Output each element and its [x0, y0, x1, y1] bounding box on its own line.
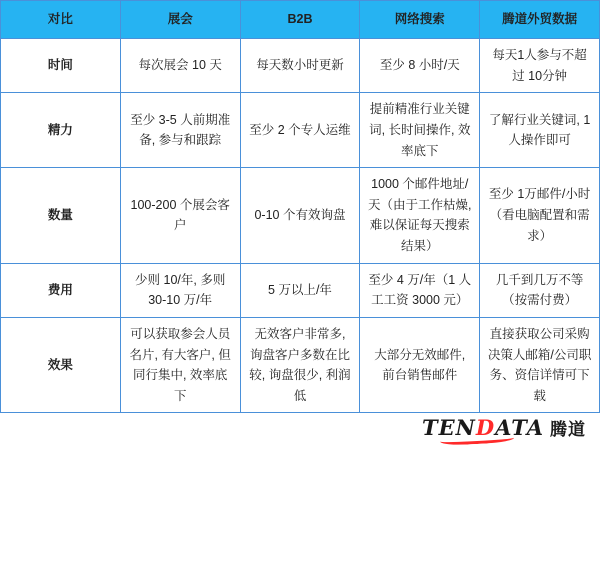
logo-area	[0, 413, 600, 453]
cell-quantity-websearch: 1000 个邮件地址/天（由于工作枯燥,难以保证每天搜索结果）	[360, 168, 480, 264]
cell-time-websearch: 至少 8 小时/天	[360, 39, 480, 93]
header-row	[1, 1, 600, 39]
cell-cost-exhibition: 少则 10/年, 多则 30-10 万/年	[120, 263, 240, 317]
row-label-time: 时间	[1, 39, 121, 93]
logo-text-part3: ATA	[495, 415, 544, 441]
logo-wordmark	[422, 415, 544, 440]
cell-cost-websearch: 至少 4 万/年（1 人工工资 3000 元）	[360, 263, 480, 317]
cell-cost-tendata: 几千到几万不等（按需付费）	[480, 263, 600, 317]
header-cell-exhibition: 展会	[120, 1, 240, 39]
cell-quantity-exhibition: 100-200 个展会客户	[120, 168, 240, 264]
table-row	[1, 39, 600, 93]
table-header	[1, 1, 600, 39]
row-label-effort: 精力	[1, 93, 121, 168]
header-cell-compare: 对比	[1, 1, 121, 39]
cell-effect-exhibition: 可以获取参会人员名片, 有大客户, 但同行集中, 效率底下	[120, 317, 240, 413]
header-cell-b2b: B2B	[240, 1, 360, 39]
cell-time-b2b: 每天数小时更新	[240, 39, 360, 93]
cell-effort-b2b: 至少 2 个专人运维	[240, 93, 360, 168]
row-label-quantity: 数量	[1, 168, 121, 264]
cell-cost-b2b: 5 万以上/年	[240, 263, 360, 317]
cell-quantity-b2b: 0-10 个有效询盘	[240, 168, 360, 264]
logo-text-part2: D	[475, 415, 496, 441]
table-row	[1, 93, 600, 168]
cell-time-exhibition: 每次展会 10 天	[120, 39, 240, 93]
row-label-effect: 效果	[1, 317, 121, 413]
cell-effect-websearch: 大部分无效邮件, 前台销售邮件	[360, 317, 480, 413]
table-row	[1, 263, 600, 317]
table-body	[1, 39, 600, 413]
table-row	[1, 168, 600, 264]
cell-effect-b2b: 无效客户非常多, 询盘客户多数在比较, 询盘很少, 利润低	[240, 317, 360, 413]
cell-effect-tendata: 直接获取公司采购决策人邮箱/公司职务、资信详情可下载	[480, 317, 600, 413]
tendata-logo	[422, 415, 586, 440]
logo-text-part1: TEN	[422, 415, 476, 441]
cell-effort-tendata: 了解行业关键词, 1人操作即可	[480, 93, 600, 168]
row-label-cost: 费用	[1, 263, 121, 317]
table-row	[1, 317, 600, 413]
cell-time-tendata: 每天1人参与不超过 10分钟	[480, 39, 600, 93]
cell-effort-exhibition: 至少 3-5 人前期准备, 参与和跟踪	[120, 93, 240, 168]
cell-quantity-tendata: 至少 1万邮件/小时（看电脑配置和需求）	[480, 168, 600, 264]
cell-effort-websearch: 提前精准行业关键词, 长时间操作, 效率底下	[360, 93, 480, 168]
logo-text-chinese: 腾道	[550, 420, 586, 440]
header-cell-websearch: 网络搜索	[360, 1, 480, 39]
header-cell-tendata: 腾道外贸数据	[480, 1, 600, 39]
